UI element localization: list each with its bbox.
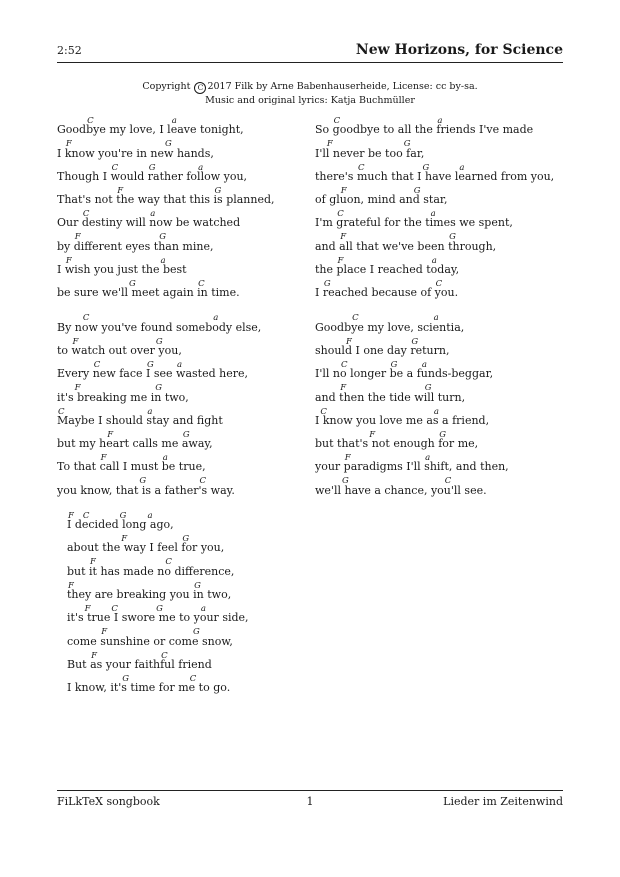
- chord-F: F: [100, 453, 107, 464]
- lyric-text: be sure we'll meet again in time.: [57, 286, 240, 300]
- chord-a: a: [162, 453, 168, 464]
- chord-a: a: [150, 209, 156, 220]
- chord-C: C: [337, 209, 344, 220]
- chord-C: C: [320, 406, 327, 417]
- lyric-text: it's true I swore me to your side,: [67, 611, 249, 625]
- lyric-text: I reached because of you.: [315, 286, 459, 300]
- chord-F: F: [68, 510, 74, 521]
- chord-C: C: [111, 162, 119, 173]
- lyric-text: I'm grateful for the times we spent,: [315, 216, 513, 230]
- lyric-text: by different eyes than mine,: [57, 239, 214, 253]
- chord-G: G: [411, 336, 419, 347]
- lyric-line: [57, 232, 214, 255]
- chord-G: G: [323, 279, 331, 290]
- chord-C: C: [165, 557, 172, 568]
- lyric-line: [57, 429, 213, 453]
- chord-a: a: [160, 255, 166, 266]
- chord-G: G: [165, 139, 172, 150]
- lyric-text: But as your faithful friend: [67, 657, 212, 671]
- chord-G: G: [129, 279, 136, 290]
- chord-F: F: [90, 557, 96, 568]
- chord-F: F: [121, 534, 128, 545]
- chord-F: F: [91, 650, 97, 661]
- chord-G: G: [139, 476, 147, 487]
- chord-C: C: [444, 476, 452, 487]
- stanza: [57, 313, 262, 499]
- chord-a: a: [200, 603, 206, 614]
- lyric-text: but that's not enough for me,: [315, 437, 479, 451]
- chord-G: G: [122, 673, 130, 684]
- chord-G: G: [422, 162, 430, 173]
- song-title: New Horizons, for Science: [355, 42, 563, 58]
- lyric-text: Goodbye my love, scientia,: [315, 320, 465, 334]
- stanza: [57, 510, 249, 697]
- chord-a: a: [198, 162, 204, 173]
- lyric-text: the place I reached today,: [315, 263, 460, 277]
- lyric-line: [57, 336, 182, 360]
- lyric-text: I know you love me as a friend,: [315, 413, 490, 427]
- chord-F: F: [340, 383, 347, 394]
- chord-G: G: [182, 429, 190, 440]
- lyric-text: but it has made no difference,: [67, 564, 235, 578]
- chord-F: F: [369, 429, 376, 440]
- chord-F: F: [74, 232, 81, 243]
- chord-C: C: [435, 279, 443, 290]
- chord-a: a: [430, 209, 436, 220]
- chord-a: a: [431, 255, 437, 266]
- lyric-text: I decided long ago,: [67, 518, 174, 532]
- chord-F: F: [117, 185, 124, 196]
- lyric-line: [57, 116, 244, 139]
- chord-C: C: [198, 279, 205, 290]
- chord-a: a: [433, 406, 439, 417]
- lyric-text: you know, that is a father's way.: [57, 483, 235, 497]
- chord-a: a: [171, 116, 177, 126]
- chord-G: G: [155, 383, 163, 394]
- chord-G: G: [182, 534, 190, 545]
- lyric-text: should I one day return,: [315, 343, 450, 357]
- chord-F: F: [84, 603, 91, 614]
- copyright-line: [0, 80, 620, 94]
- lyric-text: Though I would rather follow you,: [57, 169, 248, 183]
- chord-F: F: [344, 453, 351, 464]
- chord-C: C: [58, 406, 65, 417]
- chord-C: C: [82, 313, 90, 324]
- chord-F: F: [65, 255, 72, 266]
- lyric-text: So goodbye to all the friends I've made: [315, 123, 534, 137]
- chord-G: G: [192, 627, 200, 638]
- footer-collection: Lieder im Zeitenwind: [443, 795, 563, 808]
- lyric-line: [57, 383, 189, 406]
- chord-F: F: [340, 185, 347, 196]
- chord-a: a: [437, 116, 443, 126]
- lyric-text: I know, it's time for me to go.: [67, 681, 231, 695]
- chord-G: G: [403, 139, 411, 150]
- lyric-text: come sunshine or come snow,: [67, 634, 233, 648]
- lyric-line: [57, 139, 214, 162]
- lyric-text: your paradigms I'll shift, and then,: [315, 460, 509, 474]
- chord-G: G: [194, 580, 201, 591]
- lyric-line: [57, 209, 241, 232]
- chord-C: C: [199, 476, 207, 487]
- lyric-text: to watch out over you,: [57, 343, 182, 357]
- chord-a: a: [147, 406, 153, 417]
- lyric-text: about the way I feel for you,: [67, 541, 225, 555]
- lyric-line: [57, 359, 248, 383]
- chord-C: C: [161, 650, 168, 661]
- lyric-text: and all that we've been through,: [315, 239, 497, 253]
- chord-a: a: [421, 359, 427, 370]
- page-header: [57, 42, 563, 63]
- chord-F: F: [74, 383, 81, 394]
- lyric-text: Maybe I should stay and fight: [57, 413, 223, 427]
- chord-G: G: [156, 603, 163, 614]
- lyric-text: By now you've found somebody else,: [57, 320, 262, 334]
- chord-C: C: [357, 162, 365, 173]
- lyric-text: we'll have a chance, you'll see.: [315, 483, 487, 497]
- chord-F: F: [345, 336, 352, 347]
- copyright-symbol: C: [194, 82, 206, 94]
- footer-book-title: FiLkTeX songbook: [57, 795, 160, 808]
- lyric-line: [57, 162, 248, 186]
- copyright-label: Copyright: [142, 81, 191, 92]
- lyric-text: Goodbye my love, I leave tonight,: [57, 123, 244, 137]
- chord-F: F: [68, 580, 74, 591]
- chord-F: F: [326, 139, 333, 150]
- lyric-text: Every new face I see wasted here,: [57, 367, 248, 381]
- chord-a: a: [433, 313, 439, 324]
- lyric-line: [57, 476, 235, 499]
- lyric-text: That's not the way that this is planned,: [57, 193, 275, 207]
- chord-C: C: [341, 359, 348, 370]
- lyric-text: it's breaking me in two,: [57, 390, 189, 404]
- chord-F: F: [72, 336, 79, 347]
- chord-G: G: [148, 162, 156, 173]
- chord-G: G: [155, 336, 163, 347]
- chord-C: C: [93, 359, 101, 370]
- chord-C: C: [189, 673, 197, 684]
- chord-a: a: [459, 162, 465, 173]
- lyric-text: I'll never be too far,: [315, 146, 425, 160]
- lyric-text: they are breaking you in two,: [67, 587, 232, 601]
- lyric-text: and then the tide will turn,: [315, 390, 466, 404]
- chord-C: C: [352, 313, 359, 324]
- lyric-text: of gluon, mind and star,: [315, 193, 448, 207]
- chord-C: C: [111, 603, 118, 614]
- chord-F: F: [337, 255, 344, 266]
- lyric-line: [57, 185, 275, 209]
- chord-C: C: [82, 510, 90, 521]
- lyric-text: To that call I must be true,: [57, 460, 206, 474]
- chord-F: F: [101, 627, 108, 638]
- lyric-line: [57, 255, 187, 279]
- song-credits: [0, 80, 620, 107]
- lyric-text: Our destiny will now be watched: [57, 216, 241, 230]
- chord-F: F: [65, 139, 72, 150]
- chord-a: a: [177, 359, 183, 370]
- page-footer: [57, 790, 563, 813]
- chord-C: C: [87, 116, 94, 126]
- chord-a: a: [425, 453, 431, 464]
- chord-G: G: [159, 232, 166, 243]
- chord-F: F: [340, 232, 347, 243]
- song-duration: 2:52: [57, 44, 82, 57]
- lyric-line: [57, 279, 240, 302]
- lyric-line: [57, 453, 206, 476]
- lyric-text: but my heart calls me away,: [57, 437, 213, 451]
- chord-C: C: [333, 116, 341, 126]
- lyric-text: there's much that I have learned from you,: [315, 169, 555, 183]
- chord-G: G: [147, 359, 154, 370]
- lyric-text: I'll no longer be a funds-beggar,: [315, 367, 494, 381]
- original-credit: Music and original lyrics: Katja Buchmüller: [205, 95, 415, 106]
- chord-C: C: [82, 209, 90, 220]
- lyric-text: I know you're in new hands,: [57, 146, 214, 160]
- chord-G: G: [449, 232, 456, 243]
- chord-a: a: [147, 510, 153, 521]
- footer-page-number: 1: [306, 795, 314, 808]
- chord-G: G: [119, 510, 127, 521]
- stanza: [57, 116, 275, 302]
- lyric-text: I wish you just the best: [57, 263, 187, 277]
- chord-G: G: [214, 185, 222, 196]
- chord-G: G: [439, 429, 447, 440]
- chord-a: a: [213, 313, 219, 324]
- lyric-line: [57, 313, 262, 336]
- chord-G: G: [342, 476, 349, 487]
- lyrics-column-left: [57, 116, 275, 708]
- chord-F: F: [107, 429, 114, 440]
- chord-G: G: [390, 359, 398, 370]
- copyright-text: 2017 Filk by Arne Babenhauserheide, License: cc by-sa.: [207, 81, 478, 92]
- chord-G: G: [424, 383, 432, 394]
- chord-G: G: [413, 185, 421, 196]
- lyric-line: [57, 406, 223, 430]
